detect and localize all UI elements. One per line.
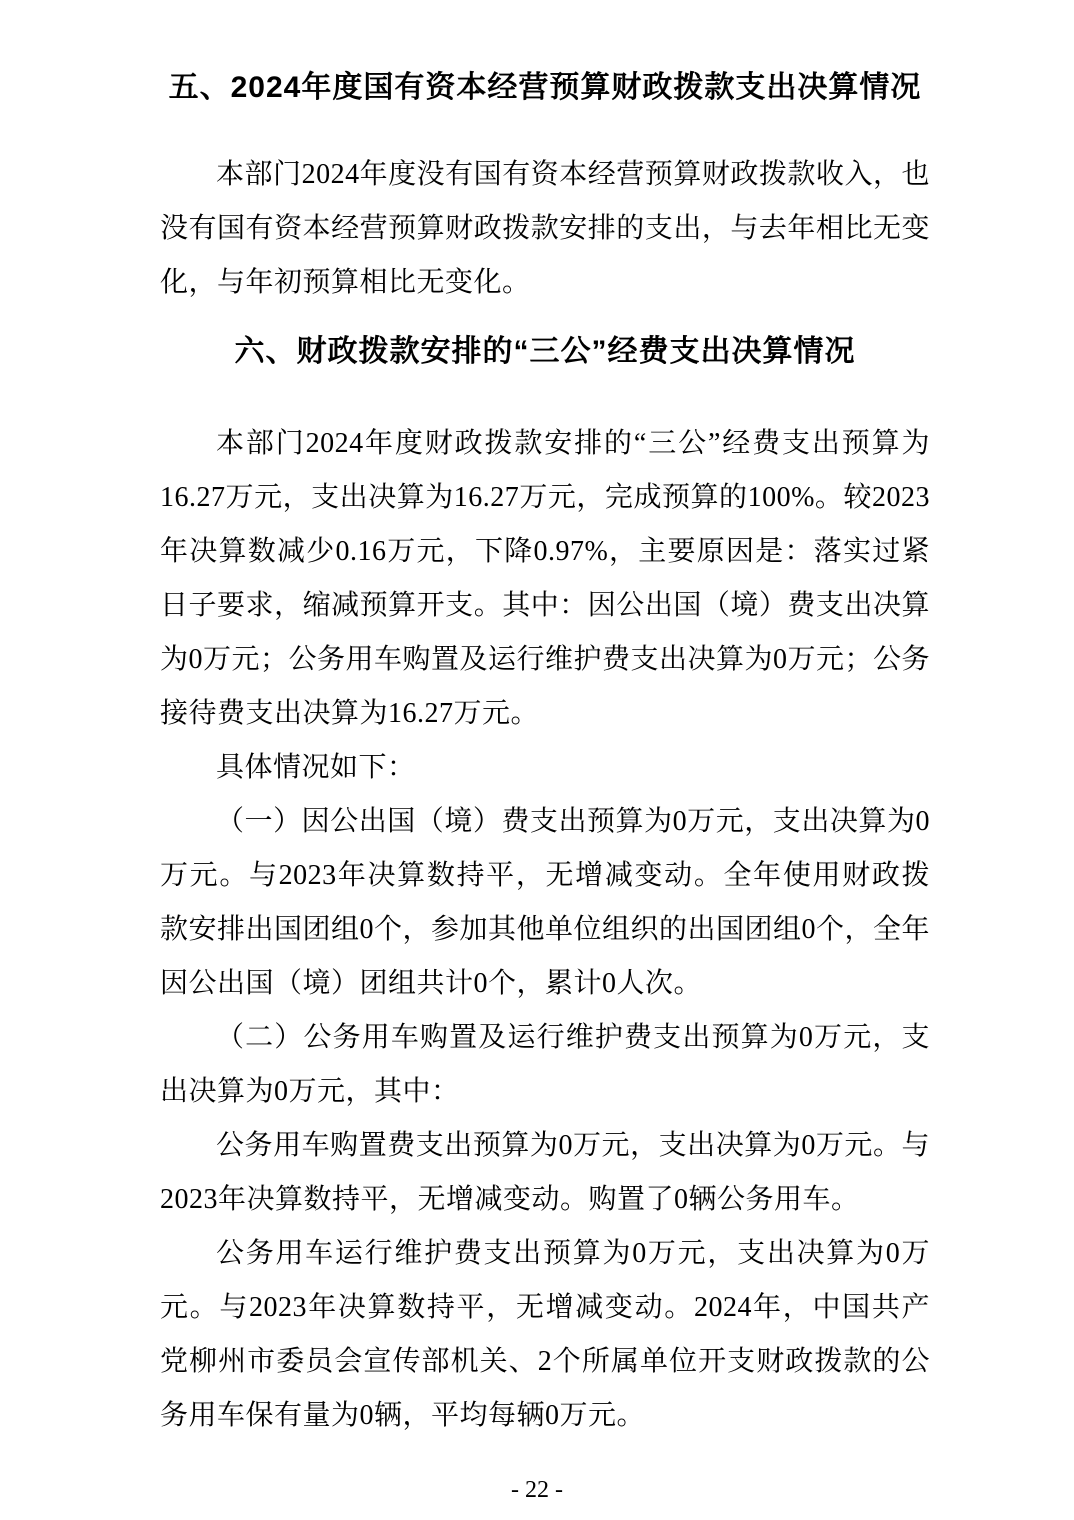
para-details-intro: 具体情况如下：: [216, 752, 416, 783]
para-state-capital-budget-summary: 本部门2024年度没有国有资本经营预算财政拨款收入，也没有国有资本经营预算财政拨款安排的支出，与去年相比无变化，与年初预算相比无变化。: [160, 159, 930, 298]
para-vehicle-maintenance: 公务用车运行维护费支出预算为0万元，支出决算为0万元。与2023年决算数持平，无增减变动。2024年，中国共产党柳州市委员会宣传部机关、2个所属单位开支财政拨款的公务用车保有量为0辆，平均每辆0万元。: [160, 1238, 930, 1431]
section-5-heading: 五、2024年度国有资本经营预算财政拨款支出决算情况: [168, 71, 922, 104]
section-6-heading: 六、财政拨款安排的“三公”经费支出决算情况: [234, 335, 856, 368]
para-vehicle-purchase: 公务用车购置费支出预算为0万元，支出决算为0万元。与2023年决算数持平，无增减变动。购置了0辆公务用车。: [160, 1130, 930, 1215]
para-item-2-official-vehicles: （二）公务用车购置及运行维护费支出预算为0万元，支出决算为0万元，其中：: [160, 1022, 930, 1107]
para-three-public-expense-summary: 本部门2024年度财政拨款安排的“三公”经费支出预算为16.27万元，支出决算为16.27万元，完成预算的100%。较2023年决算数减少0.16万元，下降0.97%，主要原因是：落实过紧日子要求，缩减预算开支。其中：因公出国（境）费支出决算为0万元；公务用车购置及运行维护费支出决算为0万元；公务接待费支出决算为16.27万元。: [160, 428, 931, 729]
page-number: - 22 -: [511, 1477, 563, 1503]
para-item-1-overseas-travel: （一）因公出国（境）费支出预算为0万元，支出决算为0万元。与2023年决算数持平，无增减变动。全年使用财政拨款安排出国团组0个，参加其他单位组织的出国团组0个，全年因公出国（境）团组共计0个，累计0人次。: [160, 806, 931, 999]
